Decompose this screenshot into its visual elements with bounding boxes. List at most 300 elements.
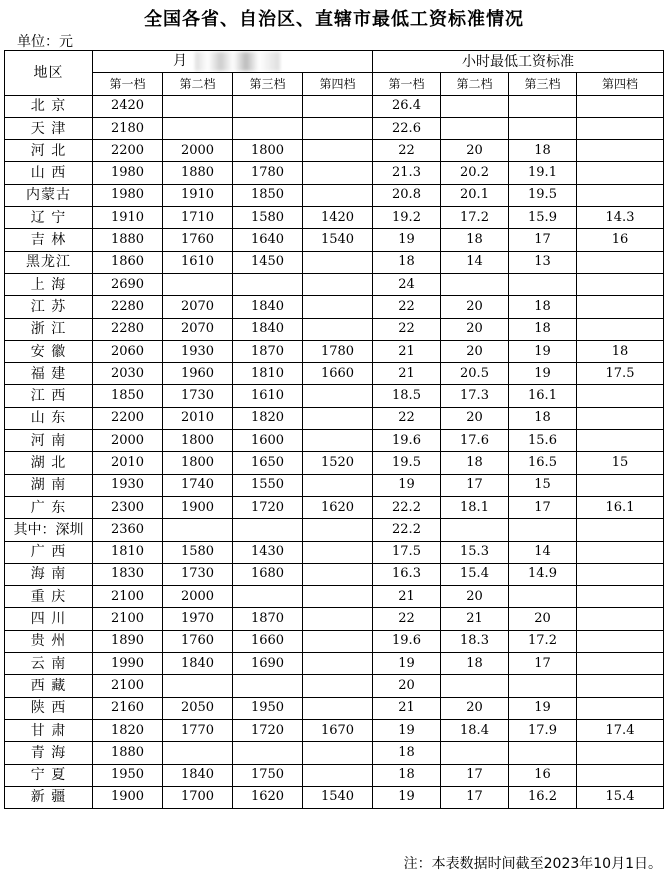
monthly-value-cell: 1620 [303, 496, 373, 518]
hourly-value-cell: 15 [577, 452, 664, 474]
hourly-value-cell [509, 675, 577, 697]
monthly-value-cell [303, 742, 373, 764]
hourly-value-cell [441, 675, 509, 697]
region-cell: 江 西 [5, 385, 93, 407]
table-row [5, 742, 664, 764]
hourly-value-cell [441, 273, 509, 295]
monthly-value-cell: 1680 [233, 563, 303, 585]
hourly-value-cell: 18 [441, 452, 509, 474]
monthly-value-cell: 1550 [233, 474, 303, 496]
monthly-value-cell: 1720 [233, 719, 303, 741]
hourly-value-cell [441, 519, 509, 541]
hourly-value-cell: 19 [373, 474, 441, 496]
monthly-value-cell: 2420 [93, 95, 163, 117]
hourly-value-cell: 20 [441, 296, 509, 318]
monthly-value-cell: 1660 [303, 363, 373, 385]
header-row-groups [5, 51, 664, 73]
hourly-tier-4: 第四档 [577, 73, 664, 95]
region-cell: 甘 肃 [5, 719, 93, 741]
region-cell: 西 藏 [5, 675, 93, 697]
hourly-value-cell: 18 [509, 140, 577, 162]
monthly-value-cell: 1960 [163, 363, 233, 385]
region-cell: 辽 宁 [5, 207, 93, 229]
hourly-value-cell: 15.6 [509, 430, 577, 452]
monthly-value-cell [303, 117, 373, 139]
table-row [5, 541, 664, 563]
hourly-tier-2: 第二档 [441, 73, 509, 95]
monthly-value-cell [233, 273, 303, 295]
hourly-value-cell: 22 [373, 608, 441, 630]
hourly-value-cell [441, 95, 509, 117]
hourly-value-cell: 15.4 [441, 563, 509, 585]
hourly-value-cell: 16.2 [509, 786, 577, 808]
hourly-value-cell [577, 608, 664, 630]
hourly-value-cell: 21 [373, 586, 441, 608]
monthly-value-cell: 1860 [93, 251, 163, 273]
region-cell: 河 北 [5, 140, 93, 162]
monthly-value-cell [303, 318, 373, 340]
hourly-value-cell: 18 [373, 764, 441, 786]
monthly-value-cell: 1840 [233, 318, 303, 340]
monthly-value-cell [233, 675, 303, 697]
monthly-value-cell: 1820 [233, 407, 303, 429]
monthly-value-cell: 2010 [163, 407, 233, 429]
region-cell: 北 京 [5, 95, 93, 117]
monthly-value-cell [233, 117, 303, 139]
monthly-value-cell: 2100 [93, 675, 163, 697]
monthly-value-cell [233, 95, 303, 117]
region-cell: 吉 林 [5, 229, 93, 251]
hourly-value-cell: 16 [509, 764, 577, 786]
monthly-value-cell [303, 430, 373, 452]
hourly-value-cell [577, 95, 664, 117]
monthly-value-cell: 1800 [163, 452, 233, 474]
hourly-value-cell: 17.9 [509, 719, 577, 741]
hourly-value-cell: 21.3 [373, 162, 441, 184]
hourly-value-cell: 20 [373, 675, 441, 697]
monthly-value-cell: 1870 [233, 340, 303, 362]
monthly-value-cell: 1980 [93, 162, 163, 184]
hourly-value-cell: 18.1 [441, 496, 509, 518]
monthly-value-cell: 2200 [93, 140, 163, 162]
monthly-value-cell [303, 162, 373, 184]
hourly-value-cell: 17 [509, 229, 577, 251]
region-cell: 贵 州 [5, 630, 93, 652]
table-row [5, 519, 664, 541]
hourly-value-cell [577, 140, 664, 162]
monthly-value-cell [303, 675, 373, 697]
monthly-value-cell [303, 407, 373, 429]
monthly-value-cell: 2000 [163, 586, 233, 608]
region-cell: 重 庆 [5, 586, 93, 608]
table-row [5, 563, 664, 585]
hourly-value-cell: 17.5 [577, 363, 664, 385]
monthly-value-cell: 1540 [303, 786, 373, 808]
monthly-value-cell: 1450 [233, 251, 303, 273]
table-row [5, 630, 664, 652]
monthly-value-cell [303, 296, 373, 318]
hourly-value-cell [509, 273, 577, 295]
hourly-value-cell [577, 764, 664, 786]
hourly-value-cell: 21 [373, 697, 441, 719]
table-row [5, 697, 664, 719]
monthly-tier-2: 第二档 [163, 73, 233, 95]
monthly-value-cell [303, 697, 373, 719]
monthly-value-cell [163, 519, 233, 541]
hourly-tier-3: 第三档 [509, 73, 577, 95]
hourly-value-cell: 26.4 [373, 95, 441, 117]
monthly-value-cell: 1830 [93, 563, 163, 585]
table-row [5, 140, 664, 162]
monthly-value-cell: 2300 [93, 496, 163, 518]
monthly-value-cell: 1840 [163, 653, 233, 675]
region-cell: 天 津 [5, 117, 93, 139]
hourly-value-cell: 22.2 [373, 496, 441, 518]
hourly-value-cell [577, 474, 664, 496]
monthly-value-cell: 1910 [163, 184, 233, 206]
hourly-value-cell: 19 [509, 697, 577, 719]
hourly-header: 小时最低工资标准 [373, 51, 664, 73]
hourly-value-cell [509, 519, 577, 541]
hourly-value-cell: 20 [441, 140, 509, 162]
monthly-value-cell: 2160 [93, 697, 163, 719]
monthly-value-cell: 2070 [163, 318, 233, 340]
monthly-value-cell: 1670 [303, 719, 373, 741]
table-row [5, 363, 664, 385]
hourly-value-cell: 22.6 [373, 117, 441, 139]
monthly-value-cell [303, 474, 373, 496]
monthly-value-cell: 2030 [93, 363, 163, 385]
hourly-value-cell: 14 [441, 251, 509, 273]
monthly-value-cell: 1730 [163, 563, 233, 585]
hourly-value-cell: 17 [441, 764, 509, 786]
monthly-value-cell: 1620 [233, 786, 303, 808]
region-cell: 陕 西 [5, 697, 93, 719]
monthly-header-visible: 月 [173, 53, 187, 69]
monthly-value-cell: 1950 [93, 764, 163, 786]
table-row [5, 764, 664, 786]
hourly-value-cell: 15 [509, 474, 577, 496]
page-title: 全国各省、自治区、直辖市最低工资标准情况 [144, 9, 524, 30]
hourly-value-cell [577, 586, 664, 608]
hourly-value-cell: 19 [509, 340, 577, 362]
table-row [5, 474, 664, 496]
hourly-value-cell [577, 273, 664, 295]
hourly-value-cell: 19.2 [373, 207, 441, 229]
table-row [5, 496, 664, 518]
monthly-value-cell [303, 764, 373, 786]
hourly-value-cell [441, 117, 509, 139]
region-cell: 安 徽 [5, 340, 93, 362]
monthly-value-cell: 1720 [233, 496, 303, 518]
monthly-value-cell: 1870 [233, 608, 303, 630]
table-row [5, 207, 664, 229]
monthly-value-cell: 2280 [93, 296, 163, 318]
table-row [5, 586, 664, 608]
hourly-value-cell: 17.6 [441, 430, 509, 452]
region-cell: 湖 南 [5, 474, 93, 496]
table-row [5, 608, 664, 630]
hourly-value-cell [509, 117, 577, 139]
region-cell: 海 南 [5, 563, 93, 585]
hourly-value-cell [577, 162, 664, 184]
monthly-value-cell: 1610 [233, 385, 303, 407]
hourly-value-cell [577, 184, 664, 206]
hourly-value-cell: 17 [441, 474, 509, 496]
table-row [5, 385, 664, 407]
monthly-value-cell: 1850 [233, 184, 303, 206]
monthly-value-cell: 1770 [163, 719, 233, 741]
hourly-value-cell: 20 [441, 340, 509, 362]
monthly-value-cell: 1880 [93, 229, 163, 251]
monthly-value-cell: 1950 [233, 697, 303, 719]
monthly-value-cell: 1900 [93, 786, 163, 808]
hourly-value-cell: 20 [441, 697, 509, 719]
monthly-value-cell [303, 586, 373, 608]
table-row [5, 117, 664, 139]
monthly-tier-3: 第三档 [233, 73, 303, 95]
hourly-value-cell [577, 318, 664, 340]
monthly-value-cell: 1580 [163, 541, 233, 563]
hourly-value-cell [577, 430, 664, 452]
hourly-value-cell: 15.9 [509, 207, 577, 229]
monthly-value-cell: 1980 [93, 184, 163, 206]
min-wage-table [4, 50, 664, 809]
monthly-value-cell: 1640 [233, 229, 303, 251]
table-row [5, 229, 664, 251]
hourly-value-cell [577, 519, 664, 541]
table-row [5, 653, 664, 675]
hourly-value-cell: 13 [509, 251, 577, 273]
hourly-value-cell: 19 [509, 363, 577, 385]
monthly-value-cell: 2000 [163, 140, 233, 162]
hourly-value-cell: 20.2 [441, 162, 509, 184]
region-cell: 广 东 [5, 496, 93, 518]
hourly-value-cell: 16 [577, 229, 664, 251]
table-row [5, 719, 664, 741]
monthly-value-cell [163, 273, 233, 295]
header-row-tiers [5, 73, 664, 95]
hourly-value-cell [509, 586, 577, 608]
monthly-value-cell: 1710 [163, 207, 233, 229]
monthly-value-cell: 1800 [163, 430, 233, 452]
hourly-value-cell: 21 [441, 608, 509, 630]
region-cell: 山 西 [5, 162, 93, 184]
region-cell: 福 建 [5, 363, 93, 385]
hourly-value-cell: 19 [373, 229, 441, 251]
monthly-value-cell: 1610 [163, 251, 233, 273]
table-row [5, 162, 664, 184]
footnote: 注：本表数据时间截至2023年10月1日。 [403, 856, 662, 872]
region-cell: 湖 北 [5, 452, 93, 474]
hourly-value-cell: 20.1 [441, 184, 509, 206]
monthly-header [93, 51, 373, 73]
hourly-value-cell: 18.3 [441, 630, 509, 652]
monthly-value-cell: 1850 [93, 385, 163, 407]
monthly-value-cell: 1520 [303, 452, 373, 474]
region-cell: 上 海 [5, 273, 93, 295]
region-cell: 内蒙古 [5, 184, 93, 206]
hourly-value-cell: 14.9 [509, 563, 577, 585]
monthly-value-cell: 1750 [233, 764, 303, 786]
region-cell: 浙 江 [5, 318, 93, 340]
hourly-value-cell: 18 [373, 742, 441, 764]
hourly-value-cell: 19 [373, 719, 441, 741]
monthly-value-cell: 1880 [93, 742, 163, 764]
hourly-value-cell [577, 630, 664, 652]
hourly-value-cell: 17.4 [577, 719, 664, 741]
hourly-value-cell: 22 [373, 318, 441, 340]
region-cell: 四 川 [5, 608, 93, 630]
monthly-value-cell: 1650 [233, 452, 303, 474]
monthly-value-cell: 1540 [303, 229, 373, 251]
monthly-value-cell: 2280 [93, 318, 163, 340]
region-cell: 青 海 [5, 742, 93, 764]
hourly-value-cell: 17 [509, 496, 577, 518]
hourly-value-cell [577, 385, 664, 407]
hourly-value-cell [577, 117, 664, 139]
hourly-value-cell: 18.5 [373, 385, 441, 407]
monthly-value-cell [233, 519, 303, 541]
hourly-value-cell [441, 742, 509, 764]
monthly-value-cell: 1580 [233, 207, 303, 229]
hourly-value-cell: 14.3 [577, 207, 664, 229]
hourly-value-cell [577, 675, 664, 697]
region-header: 地区 [5, 51, 93, 96]
hourly-value-cell: 19.1 [509, 162, 577, 184]
monthly-value-cell: 1420 [303, 207, 373, 229]
monthly-value-cell: 2010 [93, 452, 163, 474]
hourly-value-cell: 17 [509, 653, 577, 675]
table-row [5, 251, 664, 273]
hourly-value-cell: 18 [441, 229, 509, 251]
monthly-value-cell: 1690 [233, 653, 303, 675]
hourly-value-cell: 18 [509, 318, 577, 340]
table-row [5, 786, 664, 808]
table-body [5, 95, 664, 809]
monthly-value-cell: 1930 [163, 340, 233, 362]
monthly-value-cell [303, 273, 373, 295]
monthly-value-cell [163, 742, 233, 764]
hourly-value-cell [577, 541, 664, 563]
monthly-value-cell: 1990 [93, 653, 163, 675]
table-row [5, 318, 664, 340]
hourly-value-cell: 18.4 [441, 719, 509, 741]
hourly-value-cell [577, 697, 664, 719]
hourly-value-cell: 20 [441, 318, 509, 340]
hourly-tier-1: 第一档 [373, 73, 441, 95]
hourly-value-cell: 18 [441, 653, 509, 675]
hourly-value-cell: 19.6 [373, 430, 441, 452]
hourly-value-cell: 20 [509, 608, 577, 630]
monthly-value-cell: 1900 [163, 496, 233, 518]
hourly-value-cell: 20.8 [373, 184, 441, 206]
table-row [5, 407, 664, 429]
unit-label: 单位：元 [17, 34, 73, 50]
region-cell: 广 西 [5, 541, 93, 563]
region-cell: 宁 夏 [5, 764, 93, 786]
monthly-value-cell: 1730 [163, 385, 233, 407]
monthly-tier-1: 第一档 [93, 73, 163, 95]
monthly-value-cell: 2070 [163, 296, 233, 318]
hourly-value-cell: 17.5 [373, 541, 441, 563]
hourly-value-cell: 19 [373, 786, 441, 808]
table-row [5, 95, 664, 117]
monthly-value-cell: 2050 [163, 697, 233, 719]
monthly-tier-4: 第四档 [303, 73, 373, 95]
monthly-value-cell: 2360 [93, 519, 163, 541]
monthly-value-cell: 1930 [93, 474, 163, 496]
monthly-value-cell: 1840 [233, 296, 303, 318]
table-row [5, 675, 664, 697]
hourly-value-cell: 20.5 [441, 363, 509, 385]
monthly-value-cell: 1780 [233, 162, 303, 184]
monthly-value-cell: 1600 [233, 430, 303, 452]
monthly-value-cell: 2200 [93, 407, 163, 429]
hourly-value-cell: 15.4 [577, 786, 664, 808]
hourly-value-cell: 21 [373, 363, 441, 385]
hourly-value-cell: 22 [373, 296, 441, 318]
region-cell: 江 苏 [5, 296, 93, 318]
hourly-value-cell [509, 742, 577, 764]
region-cell: 黑龙江 [5, 251, 93, 273]
monthly-value-cell [303, 251, 373, 273]
monthly-value-cell: 2100 [93, 608, 163, 630]
monthly-value-cell: 1760 [163, 630, 233, 652]
hourly-value-cell [577, 296, 664, 318]
redaction-mark [195, 52, 280, 71]
hourly-value-cell: 17.2 [441, 207, 509, 229]
monthly-value-cell [163, 675, 233, 697]
monthly-value-cell: 1810 [233, 363, 303, 385]
monthly-value-cell: 1810 [93, 541, 163, 563]
monthly-value-cell [303, 653, 373, 675]
monthly-value-cell: 1880 [163, 162, 233, 184]
hourly-value-cell: 21 [373, 340, 441, 362]
monthly-value-cell: 1840 [163, 764, 233, 786]
hourly-value-cell: 18 [509, 407, 577, 429]
table-row [5, 340, 664, 362]
monthly-value-cell: 1700 [163, 786, 233, 808]
hourly-value-cell: 16.3 [373, 563, 441, 585]
hourly-value-cell: 17.2 [509, 630, 577, 652]
hourly-value-cell [577, 563, 664, 585]
hourly-value-cell: 17 [441, 786, 509, 808]
region-cell: 山 东 [5, 407, 93, 429]
table-row [5, 296, 664, 318]
hourly-value-cell: 16.1 [577, 496, 664, 518]
hourly-value-cell [577, 742, 664, 764]
table-row [5, 184, 664, 206]
region-cell: 新 疆 [5, 786, 93, 808]
hourly-value-cell: 22.2 [373, 519, 441, 541]
table-row [5, 430, 664, 452]
hourly-value-cell: 16.5 [509, 452, 577, 474]
monthly-value-cell: 2690 [93, 273, 163, 295]
monthly-value-cell [303, 519, 373, 541]
monthly-value-cell [303, 563, 373, 585]
hourly-value-cell: 18 [577, 340, 664, 362]
monthly-value-cell: 1660 [233, 630, 303, 652]
monthly-value-cell: 1430 [233, 541, 303, 563]
hourly-value-cell: 19.5 [509, 184, 577, 206]
region-cell: 河 南 [5, 430, 93, 452]
table-row [5, 273, 664, 295]
hourly-value-cell: 18 [373, 251, 441, 273]
hourly-value-cell: 20 [441, 586, 509, 608]
monthly-value-cell: 1760 [163, 229, 233, 251]
monthly-value-cell: 2000 [93, 430, 163, 452]
